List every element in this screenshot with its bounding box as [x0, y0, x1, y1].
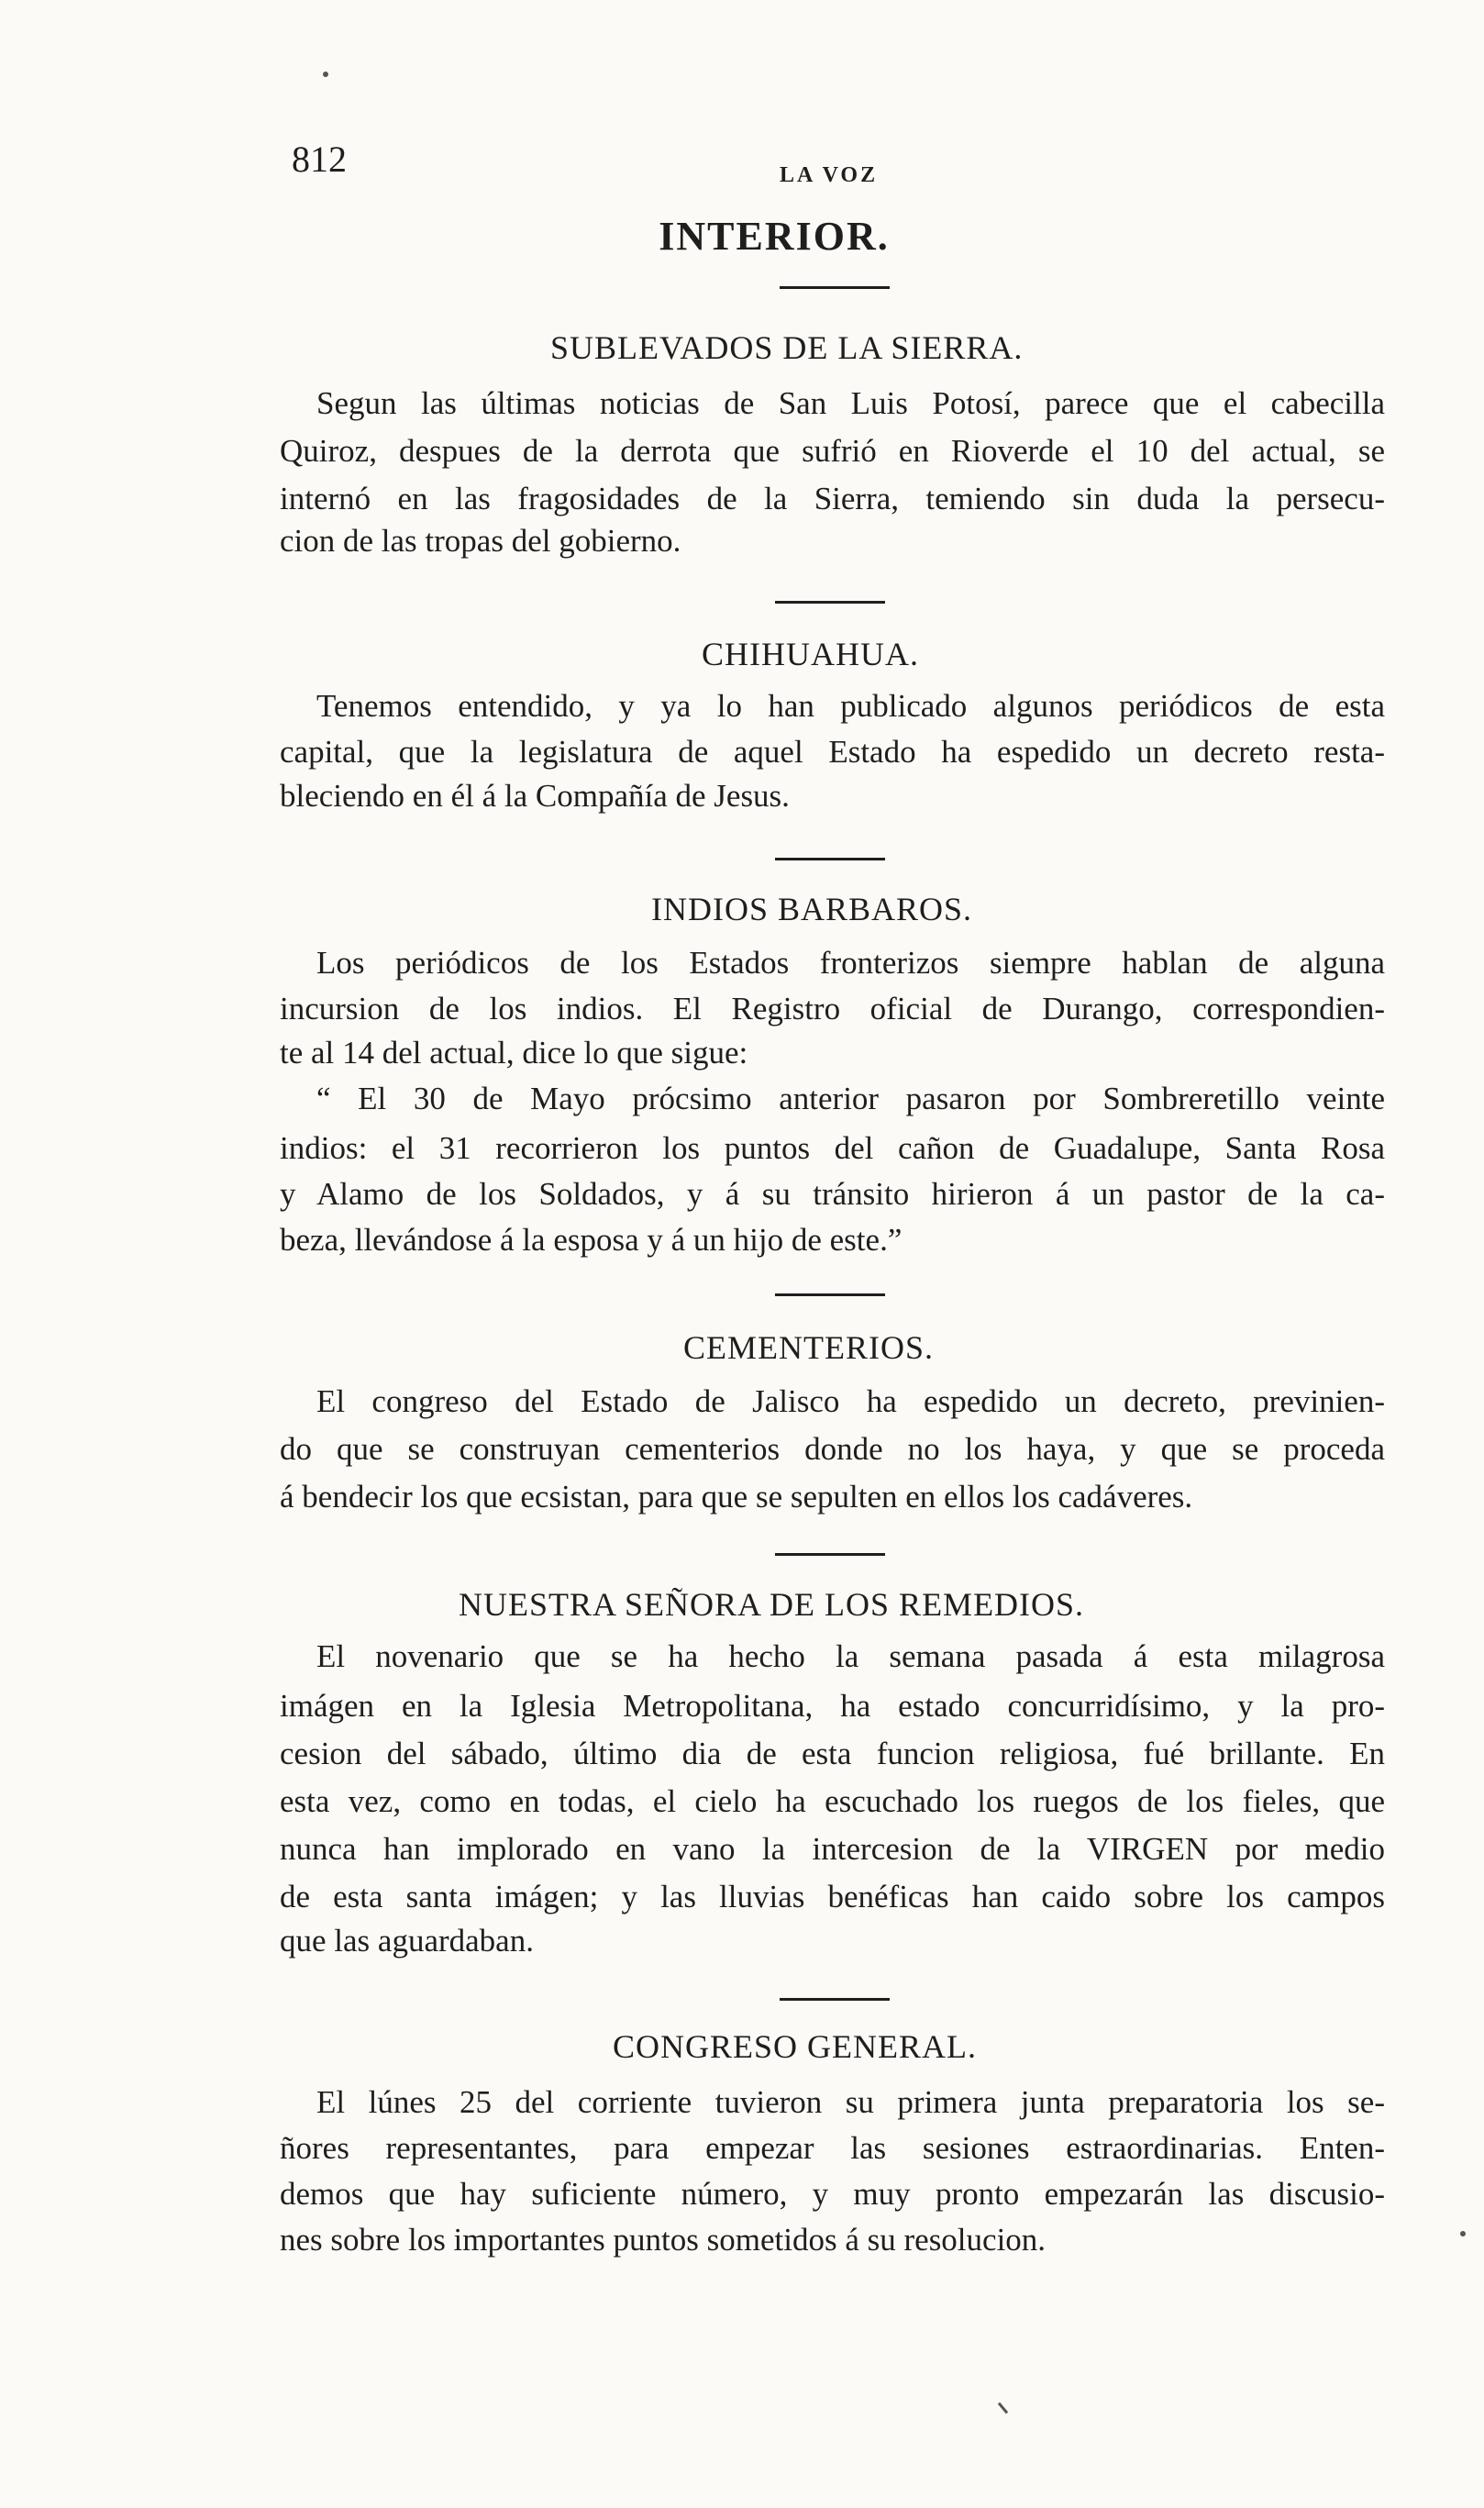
text-line: Los periódicos de los Estados fronterizos siempre hablan de alguna	[316, 945, 1385, 981]
page-number: 812	[292, 139, 347, 180]
quote-line: y Alamo de los Soldados, y á su tránsito hirieron á un pastor de la ca-	[280, 1176, 1385, 1212]
divider-rule	[775, 858, 885, 860]
text-line: te al 14 del actual, dice lo que sigue:	[280, 1035, 748, 1071]
text-line: Quiroz, despues de la derrota que sufrió en Rioverde el 10 del actual, se	[280, 433, 1385, 469]
divider-rule	[775, 1293, 885, 1296]
text-line: internó en las fragosidades de la Sierra, temiendo sin duda la persecu-	[280, 481, 1385, 516]
text-line: Tenemos entendido, y ya lo han publicado algunos periódicos de esta	[316, 688, 1385, 724]
scan-speck	[1460, 2231, 1466, 2236]
divider-rule	[775, 601, 885, 604]
text-line: esta vez, como en todas, el cielo ha escuchado los ruegos de los fieles, que	[280, 1783, 1385, 1819]
section-heading: CHIHUAHUA.	[702, 636, 919, 672]
text-line: cion de las tropas del gobierno.	[280, 523, 681, 559]
quote-line: “ El 30 de Mayo prócsimo anterior pasaron por Sombreretillo veinte	[316, 1081, 1385, 1116]
divider-rule	[775, 1553, 885, 1556]
text-line: nes sobre los importantes puntos sometidos á su resolucion.	[280, 2222, 1047, 2258]
text-line: nunca han implorado en vano la intercesion de la VIRGEN por medio	[280, 1831, 1385, 1867]
divider-rule	[780, 1998, 890, 2001]
section-heading: CEMENTERIOS.	[683, 1329, 934, 1366]
scan-speck	[998, 2403, 1008, 2414]
section-title: INTERIOR.	[659, 214, 890, 259]
section-heading: CONGRESO GENERAL.	[613, 2028, 978, 2065]
text-line: do que se construyan cementerios donde no los haya, y que se proceda	[280, 1431, 1385, 1467]
text-line: que las aguardaban.	[280, 1923, 534, 1959]
text-line: capital, que la legislatura de aquel Estado ha espedido un decreto resta-	[280, 734, 1385, 770]
section-heading: NUESTRA SEÑORA DE LOS REMEDIOS.	[459, 1586, 1085, 1623]
text-line: Segun las últimas noticias de San Luis Potosí, parece que el cabecilla	[316, 385, 1385, 421]
text-line: de esta santa imágen; y las lluvias benéficas han caido sobre los campos	[280, 1879, 1385, 1914]
section-heading: SUBLEVADOS DE LA SIERRA.	[550, 329, 1024, 366]
section-heading: INDIOS BARBAROS.	[651, 891, 973, 927]
text-line: imágen en la Iglesia Metropolitana, ha estado concurridísimo, y la pro-	[280, 1688, 1385, 1724]
text-line: cesion del sábado, último dia de esta funcion religiosa, fué brillante. En	[280, 1736, 1385, 1771]
text-line: El novenario que se ha hecho la semana pasada á esta milagrosa	[316, 1638, 1385, 1674]
text-line: El lúnes 25 del corriente tuvieron su primera junta preparatoria los se-	[316, 2084, 1385, 2120]
text-line: bleciendo en él á la Compañía de Jesus.	[280, 778, 790, 814]
text-line: á bendecir los que ecsistan, para que se sepulten en ellos los cadáveres.	[280, 1479, 1193, 1515]
quote-line: indios: el 31 recorrieron los puntos del cañon de Guadalupe, Santa Rosa	[280, 1130, 1385, 1166]
text-line: ñores representantes, para empezar las sesiones estraordinarias. Enten-	[280, 2130, 1385, 2166]
divider-rule	[780, 286, 890, 289]
text-line: El congreso del Estado de Jalisco ha espedido un decreto, previnien-	[316, 1383, 1385, 1419]
scan-speck	[323, 72, 328, 77]
text-line: demos que hay suficiente número, y muy pronto empezarán las discusio-	[280, 2176, 1385, 2212]
running-head: LA VOZ	[780, 163, 879, 187]
text-line: incursion de los indios. El Registro oficial de Durango, correspondien-	[280, 991, 1385, 1027]
quote-line: beza, llevándose á la esposa y á un hijo de este.”	[280, 1222, 903, 1258]
